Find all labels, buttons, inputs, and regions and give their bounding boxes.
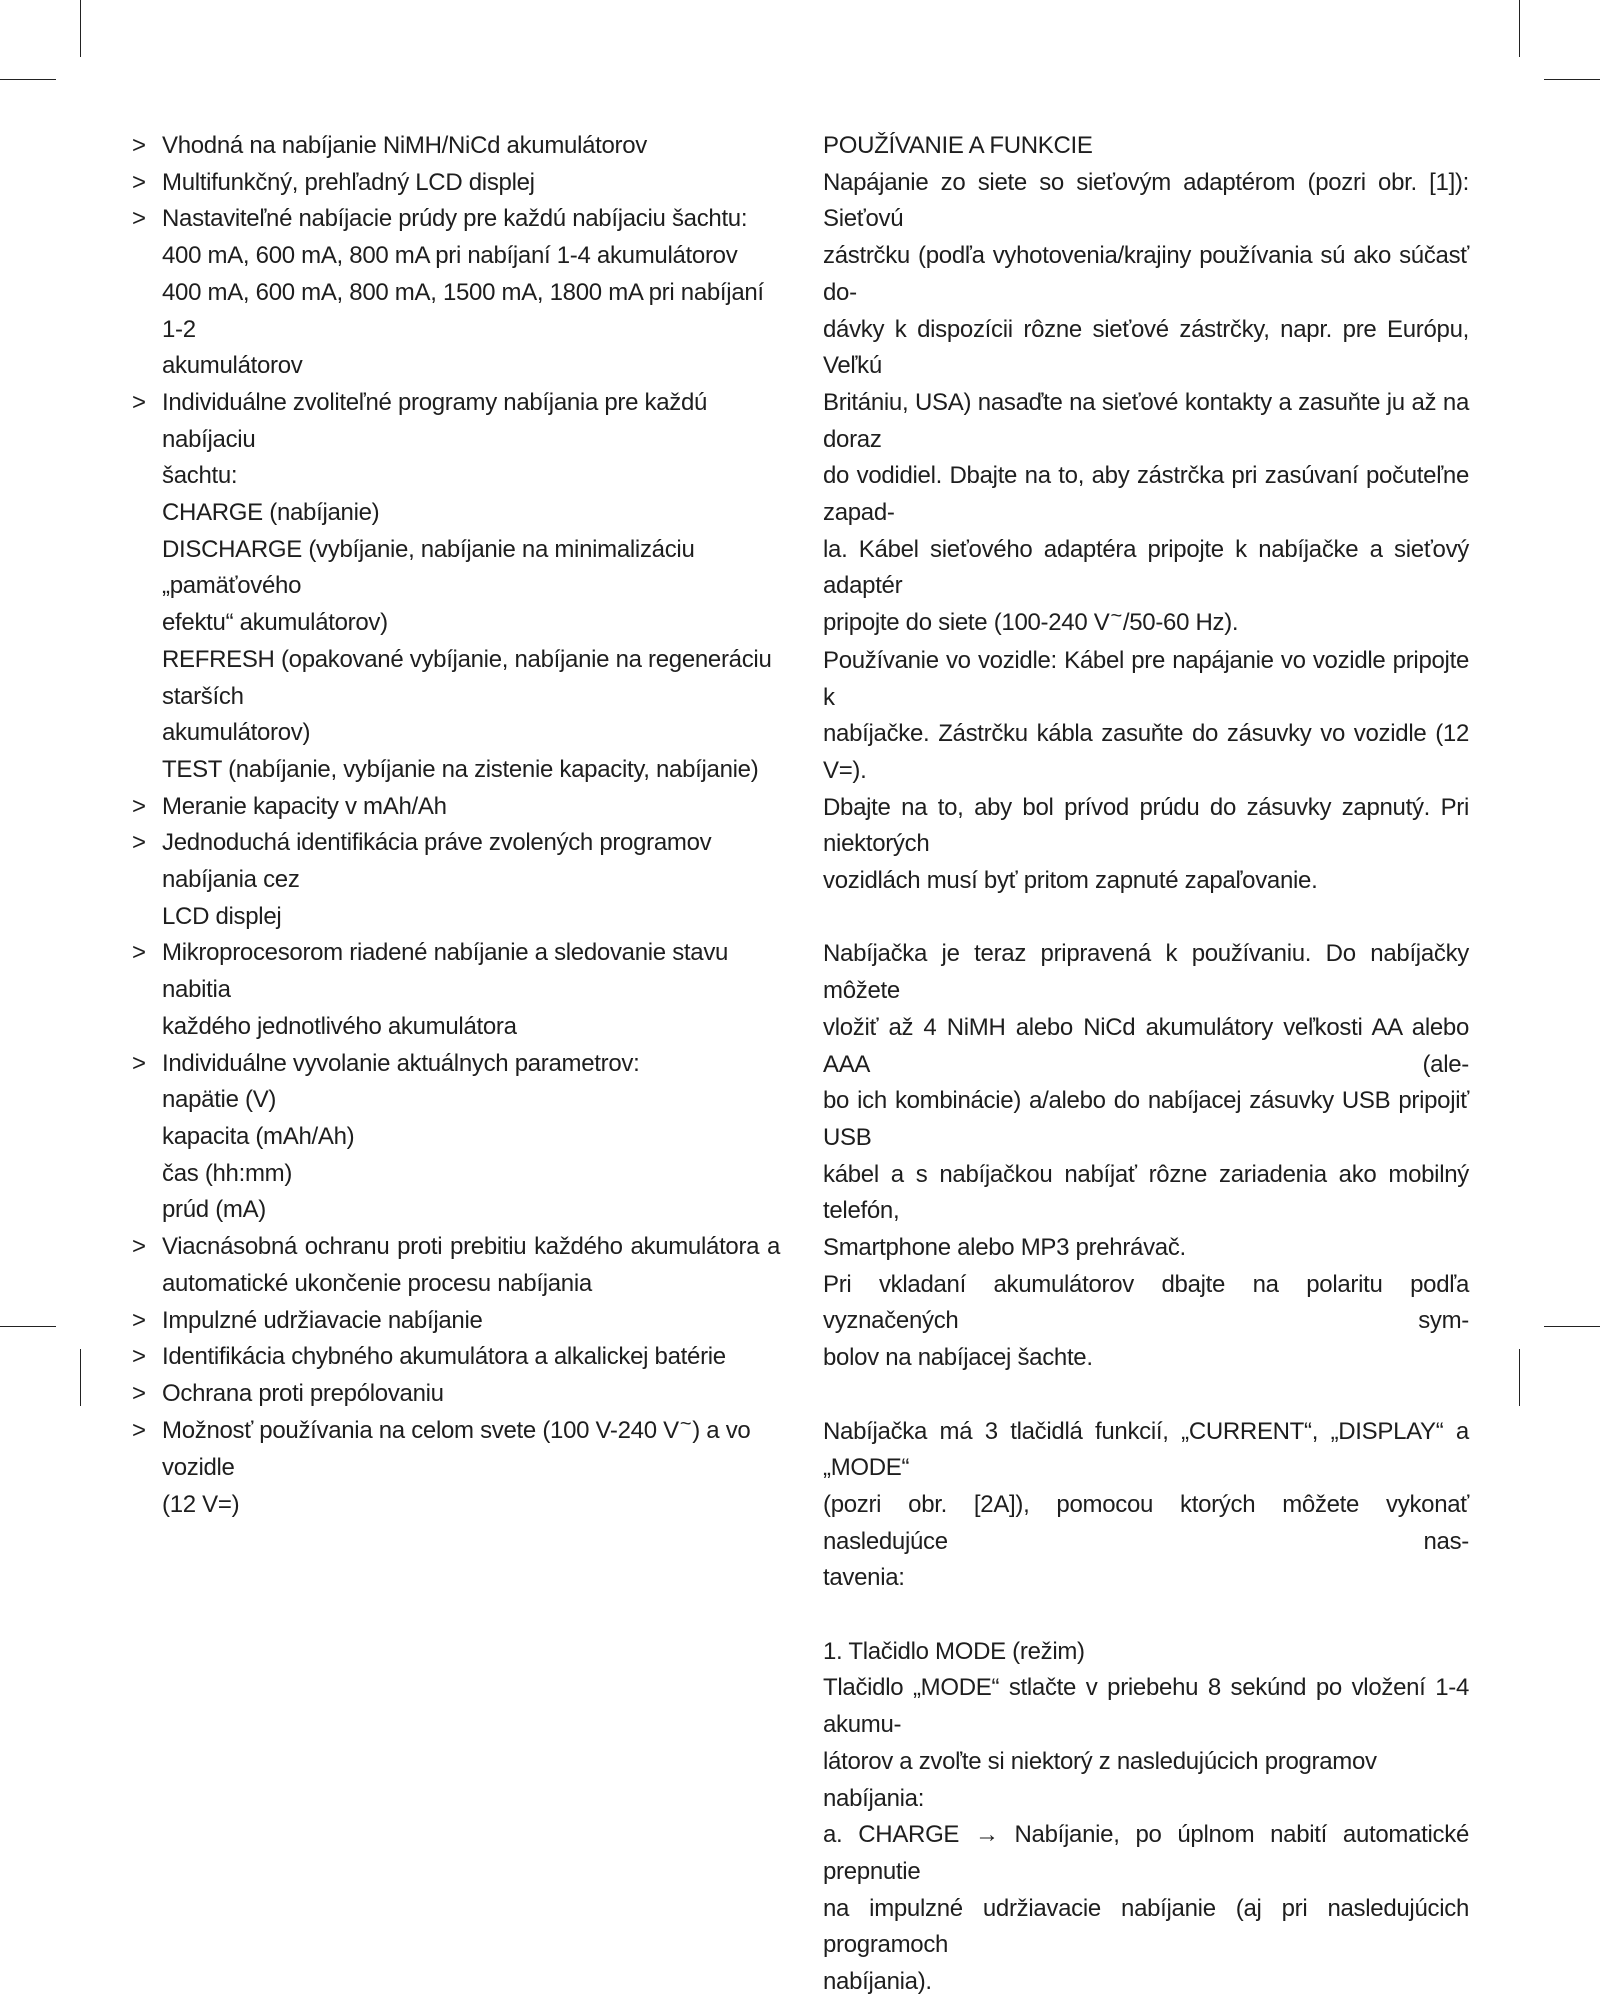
feature-line: CHARGE (nabíjanie) (162, 499, 380, 527)
paragraph-line: Nabíjačka je teraz pripravená k používaniu. Do nabíjačky môžete (823, 940, 1469, 1005)
feature-line: > Multifunkčný, prehľadný LCD displej (162, 168, 535, 196)
feature-line: 400 mA, 600 mA, 800 mA, 1500 mA, 1800 mA pri nabíjaní 1-2 (162, 278, 764, 343)
feature-line: > Impulzné udržiavacie nabíjanie (162, 1306, 483, 1334)
paragraph-line: látorov a zvoľte si niektorý z nasledujúcich programov nabíjania: (823, 1747, 1377, 1812)
feature-bullet (132, 825, 780, 935)
tilde-symbol: ~ (679, 1412, 692, 1435)
section-heading: POUŽÍVANIE A FUNKCIE (823, 132, 1093, 159)
subsection-title: 1. Tlačidlo MODE (režim) (823, 1637, 1085, 1665)
feature-text: ) a vo vozidle (162, 1416, 751, 1482)
feature-line: akumulátorov (162, 352, 303, 380)
crop-mark-top-left-h (0, 79, 56, 80)
feature-line: každého jednotlivého akumulátora (162, 1012, 517, 1040)
feature-line: REFRESH (opakované vybíjanie, nabíjanie na regeneráciu starších (162, 645, 772, 710)
feature-line: LCD displej (162, 902, 282, 930)
feature-line: akumulátorov) (162, 719, 311, 747)
feature-line: 400 mA, 600 mA, 800 mA pri nabíjaní 1-4 akumulátorov (162, 242, 738, 270)
paragraph-line: Britániu, USA) nasaďte na sieťové kontakty a zasuňte ju až na doraz (823, 388, 1469, 453)
feature-line: DISCHARGE (vybíjanie, nabíjanie na minimalizáciu „pamäťového (162, 535, 695, 600)
paragraph-line: Dbajte na to, aby bol prívod prúdu do zásuvky zapnutý. Pri niektorých (823, 793, 1469, 858)
crop-mark-bottom-right-h (1544, 1326, 1600, 1327)
feature-line: prúd (mA) (162, 1196, 266, 1224)
feature-bullet (132, 1229, 780, 1302)
paragraph-buttons (823, 1414, 1469, 1598)
paragraph-line: Používanie vo vozidle: Kábel pre napájanie vo vozidle pripojte k (823, 646, 1469, 711)
paragraph-line: vložiť až 4 NiMH alebo NiCd akumulátory veľkosti AA alebo AAA (ale- (823, 1013, 1469, 1078)
feature-line: (12 V=) (162, 1491, 240, 1519)
paragraph-text: /50-60 Hz). (1122, 609, 1239, 637)
paragraph-mains-power (823, 165, 1469, 643)
paragraph-line: nabíjania). (823, 1968, 932, 1996)
paragraph-line: do vodidiel. Dbajte na to, aby zástrčka pri zasúvaní počuteľne zapad- (823, 462, 1469, 527)
feature-bullet (132, 1339, 780, 1376)
paragraph-line: Smartphone alebo MP3 prehrávač. (823, 1234, 1186, 1262)
feature-bullet (132, 935, 780, 1045)
feature-line: TEST (nabíjanie, vybíjanie na zistenie kapacity, nabíjanie) (162, 755, 759, 783)
feature-line: šachtu: (162, 462, 238, 490)
crop-mark-bottom-left (80, 1349, 81, 1406)
feature-line: > Individuálne zvoliteľné programy nabíjania pre každú nabíjaciu (162, 388, 708, 453)
crop-mark-bottom-right (1519, 1349, 1520, 1406)
feature-line: kapacita (mAh/Ah) (162, 1122, 355, 1150)
feature-line: > Viacnásobná ochranu proti prebitiu každého akumulátora a (162, 1233, 780, 1261)
feature-bullet (132, 1303, 780, 1340)
usage-section (823, 128, 1469, 2001)
paragraph-ready (823, 936, 1469, 1266)
feature-line: > Meranie kapacity v mAh/Ah (162, 792, 447, 820)
paragraph-line: tavenia: (823, 1564, 905, 1592)
paragraph-line: nabíjačke. Zástrčku kábla zasuňte do zásuvky vo vozidle (12 V=). (823, 720, 1469, 784)
paragraph-gap (823, 1377, 1469, 1414)
feature-bullet (132, 165, 780, 202)
paragraph-line: Napájanie zo siete so sieťovým adaptérom (pozri obr. [1]): Sieťovú (823, 168, 1469, 233)
feature-line: > Mikroprocesorom riadené nabíjanie a sledovanie stavu nabitia (162, 939, 729, 1004)
feature-line: automatické ukončenie procesu nabíjania (162, 1269, 592, 1297)
paragraph-line: (pozri obr. [2A]), pomocou ktorých môžete vykonať nasledujúce nas- (823, 1490, 1469, 1555)
feature-bullet (132, 1413, 780, 1524)
paragraph-vehicle-use (823, 643, 1469, 900)
paragraph-line: Pri vkladaní akumulátorov dbajte na polaritu podľa vyznačených sym- (823, 1270, 1469, 1335)
feature-line: > Individuálne vyvolanie aktuálnych parametrov: (162, 1049, 640, 1077)
feature-line: napätie (V) (162, 1086, 277, 1114)
paragraph-line: bo ich kombinácie) a/alebo do nabíjacej zásuvky USB pripojiť USB (823, 1087, 1469, 1151)
crop-mark-bottom-left-h (0, 1326, 56, 1327)
paragraph-gap (823, 900, 1469, 937)
feature-line: > Vhodná na nabíjanie NiMH/NiCd akumulátorov (162, 132, 648, 159)
feature-line: > Identifikácia chybného akumulátora a alkalickej batérie (162, 1343, 726, 1371)
feature-line: > Jednoduchá identifikácia práve zvolených programov nabíjania cez (162, 829, 712, 894)
paragraph-line (823, 605, 1469, 643)
feature-bullet (132, 385, 780, 789)
paragraph-line: Nabíjačka má 3 tlačidlá funkcií, „CURRENT“, „DISPLAY“ a „MODE“ (823, 1417, 1469, 1482)
feature-line: > Nastaviteľné nabíjacie prúdy pre každú nabíjaciu šachtu: (162, 205, 748, 233)
feature-line: > Ochrana proti prepólovaniu (162, 1379, 444, 1407)
paragraph-line: kábel a s nabíjačkou nabíjať rôzne zariadenia ako mobilný telefón, (823, 1160, 1469, 1225)
tilde-symbol: ~ (1110, 605, 1122, 628)
feature-bullet (132, 128, 780, 165)
feature-bullet (132, 789, 780, 826)
paragraph-line: la. Kábel sieťového adaptéra pripojte k nabíjačke a sieťový adaptér (823, 535, 1469, 600)
feature-line: efektu“ akumulátorov) (162, 609, 388, 637)
paragraph-polarity (823, 1267, 1469, 1377)
paragraph-line: na impulzné udržiavacie nabíjanie (aj pri nasledujúcich programoch (823, 1894, 1469, 1959)
crop-mark-top-left (80, 0, 81, 57)
feature-list (132, 128, 780, 1524)
paragraph-line: a. CHARGE → Nabíjanie, po úplnom nabití automatické prepnutie (823, 1821, 1469, 1885)
feature-bullet (132, 1376, 780, 1413)
paragraph-line: dávky k dispozícii rôzne sieťové zástrčky, napr. pre Európu, Veľkú (823, 315, 1469, 380)
paragraph-mode-button (823, 1670, 1469, 2000)
feature-text: Možnosť používania na celom svete (100 V-240 V (162, 1416, 679, 1444)
crop-mark-top-right (1519, 0, 1520, 57)
paragraph-line: vozidlách musí byť pritom zapnuté zapaľovanie. (823, 867, 1318, 895)
paragraph-line: Tlačidlo „MODE“ stlačte v priebehu 8 sekúnd po vložení 1-4 akumu- (823, 1674, 1469, 1739)
paragraph-text: pripojte do siete (100-240 V (823, 609, 1110, 637)
feature-bullet (132, 1046, 780, 1230)
feature-line (162, 1413, 780, 1487)
paragraph-gap (823, 1597, 1469, 1634)
crop-mark-top-right-h (1544, 79, 1600, 80)
paragraph-line: zástrčku (podľa vyhotovenia/krajiny používania sú ako súčasť do- (823, 242, 1469, 306)
feature-line: čas (hh:mm) (162, 1159, 293, 1187)
paragraph-line: bolov na nabíjacej šachte. (823, 1344, 1093, 1372)
feature-bullet (132, 201, 780, 385)
